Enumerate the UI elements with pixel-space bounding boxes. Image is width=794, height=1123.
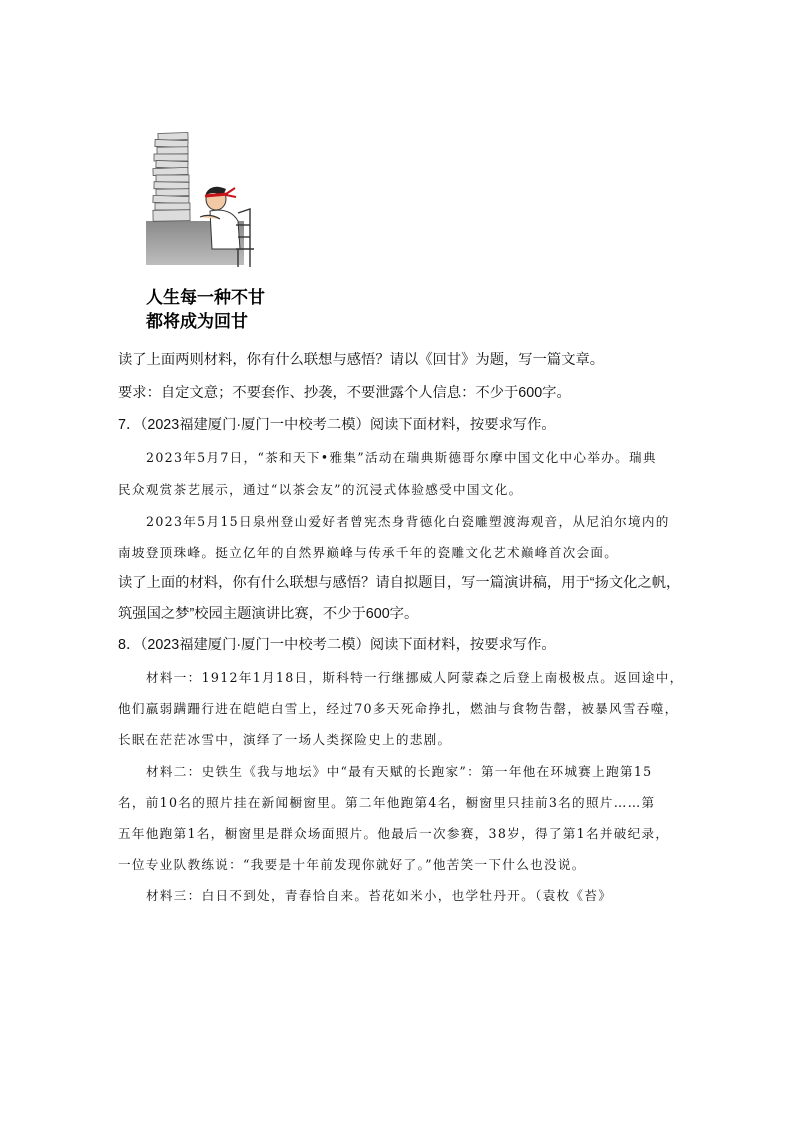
task6-prompt: 读了上面两则材料，你有什么联想与感悟？请以《回甘》为题，写一篇文章。: [118, 352, 605, 368]
task7-material2-line2: 南坡登顶珠峰。挺立亿年的自然界巅峰与传承千年的瓷雕文化艺术巅峰首次会面。: [118, 545, 619, 560]
task8-material2-line2: 名，前10名的照片挂在新闻橱窗里。第二年他跑第4名，橱窗里只挂前3名的照片……第: [118, 795, 656, 810]
task7-heading: 7．（2023福建厦门·厦门一中校考二模）阅读下面材料，按要求写作。: [118, 417, 556, 433]
caption-line-2: 都将成为回甘: [146, 312, 248, 332]
task7-material1-line2: 民众观赏茶艺展示，通过“以茶会友”的沉浸式体验感受中国文化。: [118, 482, 523, 497]
task7-material2-line1: 2023年5月15日泉州登山爱好者曾宪杰身背德化白瓷雕塑渡海观音，从尼泊尔境内的: [146, 514, 670, 529]
task6-requirement: 要求：自定文意；不要套作、抄袭，不要泄露个人信息：不少于600字。: [118, 385, 571, 401]
task8-material1-line2: 他们羸弱蹒跚行进在皑皑白雪上，经过70多天死命挣扎，燃油与食物告罄，被暴风雪吞噬，: [118, 701, 679, 716]
cartoon-illustration: [140, 125, 270, 275]
task7-prompt-line2: 筑强国之梦”校园主题演讲比赛，不少于600字。: [118, 606, 419, 622]
task8-material2-line3: 五年他跑第1名，橱窗里是群众场面照片。他最后一次参赛，38岁，得了第1名并破纪录，: [118, 826, 670, 841]
task7-material1-line1: 2023年5月7日，“茶和天下•雅集”活动在瑞典斯德哥尔摩中国文化中心举办。瑞典: [146, 450, 657, 465]
cartoon-caption: [146, 286, 286, 334]
task8-material3-line1: 材料三：白日不到处，青春恰自来。苔花如米小，也学牡丹开。（袁枚《苔》: [146, 888, 613, 903]
task8-material1-line3: 长眠在茫茫冰雪中，演绎了一场人类探险史上的悲剧。: [118, 732, 452, 747]
task8-material1-line1: 材料一：1912年1月18日，斯科特一行继挪威人阿蒙森之后登上南极极点。返回途中，: [146, 670, 684, 685]
task8-material2-line4: 一位专业队教练说：“我要是十年前发现你就好了。”他苦笑一下什么也没说。: [118, 857, 586, 872]
task8-heading: 8．（2023福建厦门·厦门一中校考二模）阅读下面材料，按要求写作。: [118, 637, 556, 653]
task8-material2-line1: 材料二：史铁生《我与地坛》中“最有天赋的长跑家”：第一年他在环城赛上跑第15: [146, 764, 653, 779]
caption-line-1: 人生每一种不甘: [146, 288, 265, 308]
task7-prompt-line1: 读了上面的材料，你有什么联想与感悟？请自拟题目，写一篇演讲稿，用于“扬文化之帆，: [118, 575, 681, 591]
